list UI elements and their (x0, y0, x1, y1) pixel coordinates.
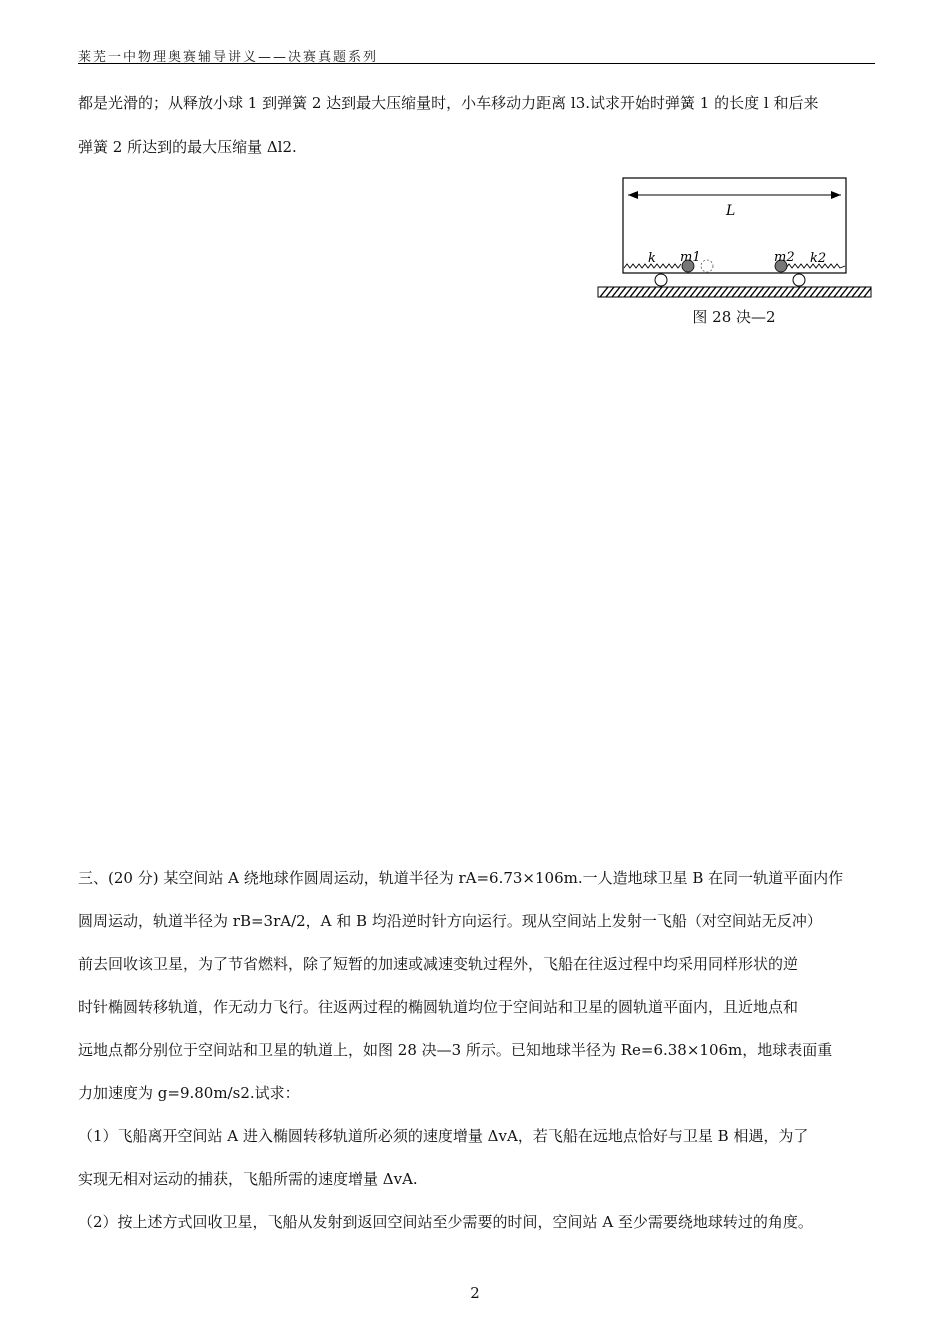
part1-line-1: 都是光滑的；从释放小球 1 到弹簧 2 达到最大压缩量时，小车移动力距离 l3.试求开始时弹簧 1 的长度 l 和后来 (78, 94, 819, 112)
wheel-left (655, 274, 667, 286)
page-header: 莱芜一中物理奥赛辅导讲义——决赛真题系列 (78, 50, 379, 65)
part1-line-2: 弹簧 2 所达到的最大压缩量 Δl2. (78, 138, 297, 156)
page-number: 2 (470, 1284, 480, 1302)
length-arrow-left (628, 191, 638, 199)
label-m1: m1 (680, 250, 701, 265)
label-k2: k2 (810, 251, 827, 266)
length-arrow-right (831, 191, 841, 199)
problem-3-line: 三、(20 分) 某空间站 A 绕地球作圆周运动，轨道半径为 rA=6.73×106m.一人造地球卫星 B 在同一轨道平面内作 (78, 869, 844, 887)
header-rule (78, 63, 875, 64)
problem-3-line: 远地点都分别位于空间站和卫星的轨道上，如图 28 决—3 所示。已知地球半径为 Re=6.38×106m，地球表面重 (78, 1041, 833, 1059)
problem-3-line: （1）飞船离开空间站 A 进入椭圆转移轨道所必须的速度增量 ΔvA，若飞船在远地点恰好与卫星 B 相遇，为了 (78, 1127, 809, 1145)
problem-3-line: 前去回收该卫星，为了节省燃料，除了短暂的加速或减速变轨过程外，飞船在往返过程中均采用同样形状的逆 (78, 955, 799, 973)
problem-3-line: 力加速度为 g=9.80m/s2.试求： (78, 1084, 300, 1102)
ball-m1-ghost (701, 260, 713, 272)
figure-caption: 图 28 决—2 (692, 308, 776, 326)
label-m2: m2 (774, 250, 795, 265)
problem-3-line: 圆周运动，轨道半径为 rB=3rA/2，A 和 B 均沿逆时针方向运行。现从空间站上发射一飞船（对空间站无反冲） (78, 912, 822, 930)
figure-28-2 (596, 170, 876, 335)
problem-3-line: （2）按上述方式回收卫星，飞船从发射到返回空间站至少需要的时间，空间站 A 至少需要绕地球转过的角度。 (78, 1213, 813, 1231)
wheel-right (793, 274, 805, 286)
label-L: L (726, 203, 736, 219)
problem-3-line: 实现无相对运动的捕获，飞船所需的速度增量 ΔvA. (78, 1170, 418, 1188)
problem-3-line: 时针椭圆转移轨道，作无动力飞行。往返两过程的椭圆轨道均位于空间站和卫星的圆轨道平面内，且近地点和 (78, 998, 799, 1016)
label-k1: k (648, 251, 656, 266)
cart-spring-diagram (596, 170, 876, 300)
